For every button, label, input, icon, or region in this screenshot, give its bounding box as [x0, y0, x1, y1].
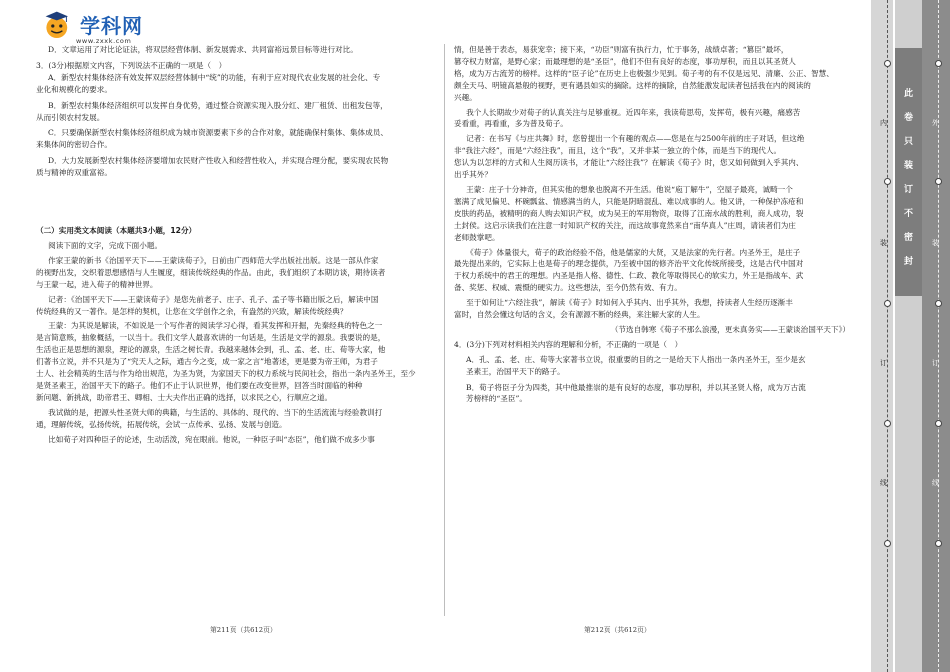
- seal-notice: [895, 48, 922, 296]
- q3-option-c-line2: 来集体间的密切合作。: [36, 140, 112, 150]
- q3-option-d-line2: 质与精神的双重富裕。: [36, 168, 112, 178]
- logo-wordmark: 学科网: [80, 14, 143, 38]
- binding-hole-icon: [935, 540, 942, 547]
- inner-label: 装: [880, 239, 887, 247]
- binding-margin-inner: [871, 0, 893, 672]
- paragraph-line: 是贤圣素王，治国平天下的路子。他们不止于认识世界，他们要在改变世界，回答当时面临的种种: [36, 380, 363, 390]
- q3-prev-option-d: D．文章运用了对比论证法，将双层经营体制、新发展需求、共同富裕远景目标等进行对比。: [48, 45, 358, 54]
- binding-hole-icon: [935, 178, 942, 185]
- binding-hole-icon: [884, 178, 891, 185]
- outer-label: 外: [932, 119, 939, 127]
- inner-label: 线: [880, 479, 887, 487]
- q4-option-b-line1: B．荀子将臣子分为四类，其中他最推崇的是有良好的态度，事功厚积，并以其圣贤人格，成为万古流: [466, 382, 806, 392]
- binding-hole-icon: [884, 420, 891, 427]
- outer-label: 线: [932, 479, 939, 487]
- seal-char: 装: [903, 161, 913, 171]
- paragraph-line: 通，理解传统，弘扬传统，拓展传统，会试一点传承、弘扬、发展与创造。: [36, 419, 287, 429]
- q3-option-b-line1: B．新型农村集体经济组织可以发挥自身优势，通过整合资源实现入股分红、建厂租赁、出租发包等，: [48, 100, 388, 110]
- paragraph-line: 妥看重，再看重，多为普及荀子。: [454, 119, 568, 129]
- logo-url: www.zxxk.com: [76, 37, 132, 45]
- outer-binding-line: [938, 0, 939, 672]
- paragraph-line: 备、奖惩、权威、震慑的硬实力。这些想法，至今仍然有效、有力。: [454, 283, 682, 293]
- seal-char: 订: [903, 185, 913, 195]
- paragraph-line: 塞满了成见偏见、杯碗瓢盆、情感满当的人，只能是阴暗混乱、难以成事的人。他又讲，一种保护冻疮和: [454, 196, 804, 206]
- paragraph-line: 王蒙：为其说是解读，不如说是一个写作者的阅读学习心得，看其发挥和开掘，先秦经典的特色之一: [48, 321, 383, 331]
- seal-char: 卷: [903, 113, 913, 123]
- seal-char: 密: [903, 233, 913, 243]
- section-title: （二）实用类文本阅读（本题共3小题，12分）: [36, 226, 197, 236]
- paragraph-line: 土封侯。这启示读我们在注意一时知识产权的关注，而这故事竟然来自“南华真人”庄周，请读者们为庄: [454, 220, 796, 230]
- page-number-right: 第212页（共612页）: [584, 626, 651, 634]
- paragraph-line: 士人、社会精英的生活与作为给出规范，为圣为贤，为家国天下的权力系统与民间社会，指出一条内圣外王，至少: [36, 369, 416, 379]
- logo-icon: [44, 10, 76, 42]
- question-3-stem: 3．(3分)根据原文内容，下列说法不正确的一项是（ ）: [36, 60, 227, 70]
- q3-option-a-line1: A．新型农村集体经济有效发挥双层经营体制中“统”的功能，有利于应对现代农业发展的社会化、专: [48, 72, 381, 82]
- seal-char: 封: [903, 257, 913, 267]
- binding-hole-icon: [935, 60, 942, 67]
- source-citation: （节选自韩寒《荀子不那么浪漫，更未真务实——王蒙谈治国平天下》）: [610, 324, 850, 334]
- paragraph-line: 兴趣。: [454, 92, 477, 102]
- paragraph-line: 记者：在书写《与庄共舞》时，您曾提出一个有趣的观点——您是在与2500年前的庄子对话，但这绝: [466, 134, 805, 144]
- binding-hole-icon: [884, 540, 891, 547]
- q4-option-a-line1: A．孔、孟、老、庄、荀等大家著书立说，很重要的目的之一是给天下人指出一条内圣外王，至少是玄: [466, 354, 806, 364]
- column-divider: [444, 44, 445, 616]
- page-number-left: 第211页（共612页）: [210, 626, 277, 634]
- binding-margin-outer: [922, 0, 950, 672]
- paragraph-line: 于权力系统中的君王的理想。内圣是指人格、德性、仁政、教化等取得民心的软实力，外王是指战车、武: [454, 271, 804, 281]
- paragraph-line: 传统经典的又一著作。是怎样的契机，让您在文学创作之余，有盎然的兴致，解读传统经典？: [36, 306, 348, 316]
- paragraph-line: 老师鼓掌吧。: [454, 232, 500, 242]
- paragraph-line: 王蒙：庄子十分神奇，但其实他的想象也脱离不开生活。他说“庖丁解牛”，空屋子最亮，诚畸一个: [466, 184, 793, 194]
- left-column: [36, 44, 432, 445]
- paragraph-line: 我试做的是，把源头性圣贤大师的典籍，与生活的、具体的、现代的、当下的生活流流与经验教训打: [48, 407, 383, 417]
- paragraph-line: 《荀子》体量很大，荀子的政治经验不俗，他是儒家的大贤，又是法家的先行者。内圣外王，是庄子: [466, 247, 801, 257]
- paragraph-line: 最先提出来的，它实际上也是荀子的理念提供，乃至被中国的修齐治平文化传统所接受，这是古代中国对: [454, 259, 804, 269]
- q3-option-d-line1: D．大力发展新型农村集体经济要增加农民财产性收入和经营性收入，并实现合理分配，要实现农民物: [48, 156, 389, 166]
- paragraph-line: 与王蒙一起，进入荀子的精神世界。: [36, 279, 158, 289]
- paragraph-line: 是言简意赅，抽象概括，一以当十。我们文学人最喜欢讲的一句话是，生活是文学的源泉。我要说的是，: [36, 333, 386, 343]
- q4-option-a-line2: 圣素王，治国平天下的路子。: [466, 366, 565, 376]
- binding-hole-icon: [884, 60, 891, 67]
- binding-hole-icon: [935, 300, 942, 307]
- paragraph-line: 格，成为万古流芳的榜样。这样的“臣子论”在历史上也极强少见到。荀子考的有不仅是远见、清廉、公正、智慧、: [454, 68, 834, 78]
- paragraph-line: 非“我注六经”，而是“六经注我”，而且，这个“我”，又并非某一独立的个体，而是当下的现代人。: [454, 146, 782, 156]
- paragraph-line: 作家王蒙的新书《治国平天下——王蒙读荀子》，日前由广西师范大学出版社出版。这是一部从作家: [48, 255, 379, 265]
- paragraph-line: 比如荀子对四种臣子的论述，生动活泼，宛在眼前。他说，一种臣子叫“态臣”，他们做不成多少事: [48, 434, 375, 444]
- paragraph-line: 富时，自然会懂这句话的含义，会有源源不断的经典，来注解大家的人生。: [454, 310, 705, 320]
- binding-hole-icon: [935, 420, 942, 427]
- inner-label: 内: [880, 119, 887, 127]
- q3-option-b-line2: 从而引领农村发展。: [36, 112, 105, 122]
- paragraph-line: 新问题、新挑战，助帝君王、卿相、士大夫作出正确的选择，以求民之心，行顺应之道。: [36, 392, 333, 402]
- seal-char: 此: [903, 89, 913, 99]
- paragraph-line: 的视野出发，交织着思想感悟与人生履度，细读传统经典的作品。由此，我们组织了本期访谈，期待读者: [36, 267, 386, 277]
- paragraph-line: 至于如何让“六经注我”，解读《荀子》时如何入乎其内、出乎其外，我想，持读者人生经历逐渐丰: [466, 298, 793, 308]
- paragraph-line: 皮肤的药品，被精明的商人购去知识产权，成为吴王的军用物资，取得了江南水战的胜利，商人成功，裂: [454, 208, 804, 218]
- paragraph-line: 颇全天马、明镜高悬般的视野，更有遇县如实的摘除。这样的摘除，自然能激发起读者包括我在内的阅读的: [454, 80, 811, 90]
- binding-hole-icon: [884, 300, 891, 307]
- inner-binding-line: [887, 0, 888, 672]
- paragraph-line: 篡夺权力财富，是野心家；而最理想的是“圣臣”，他们不但有良好的态度，事功厚积，而且以其圣贤人: [454, 56, 796, 66]
- paragraph-line: 我个人长期故少对荀子的认真关注与足够重视。近四年来，我读荀思苟，发挥苟，极有兴趣，痛感苦: [466, 107, 801, 117]
- paragraph-line: 您认为以怎样的方式和人生阅历读书，才能让“六经注我”？在解读《荀子》时，您又如何做到入乎其内、: [454, 158, 804, 168]
- paragraph-line: 情，但是善于表态，易获宠幸；接下来，“功臣”则富有执行力，忙于事务，战绩卓著；“篡臣”最坏，: [454, 45, 789, 54]
- q4-option-b-line2: 芳榜样的“圣臣”。: [466, 394, 527, 404]
- paragraph-line: 生活也正是思想的源泉，理论的源泉，生活之树长青。我越来越体会到，孔、孟、老、庄、荀等大家，他: [36, 345, 386, 355]
- question-4-stem: 4．(3分)下列对材料相关内容的理解和分析，不正确的一项是（ ）: [454, 339, 683, 349]
- paragraph-line: 们著书立说，并不只是为了“究天人之际，通古今之变，成一家之言”地著述，更是要为帝王师，为君子: [36, 357, 378, 367]
- outer-label: 装: [932, 239, 939, 247]
- outer-label: 订: [932, 359, 939, 367]
- seal-char: 不: [903, 209, 913, 219]
- seal-char: 只: [903, 137, 913, 147]
- right-column: [454, 44, 850, 405]
- reading-instruction: 阅读下面的文字，完成下面小题。: [48, 240, 163, 250]
- paragraph-line: 记者：《治国平天下——王蒙读荀子》是您先前老子、庄子、孔子、孟子等书籍出版之后，解读中国: [48, 294, 379, 304]
- q3-option-a-line2: 业化和规模化的要求。: [36, 84, 112, 94]
- paragraph-line: 出乎其外？: [454, 170, 492, 180]
- q3-option-c-line1: C．只要确保新型农村集体经济组织成为城市资源要素下乡的合作对象，就能确保村集体、集体成员、: [48, 128, 388, 138]
- inner-label: 订: [880, 359, 887, 367]
